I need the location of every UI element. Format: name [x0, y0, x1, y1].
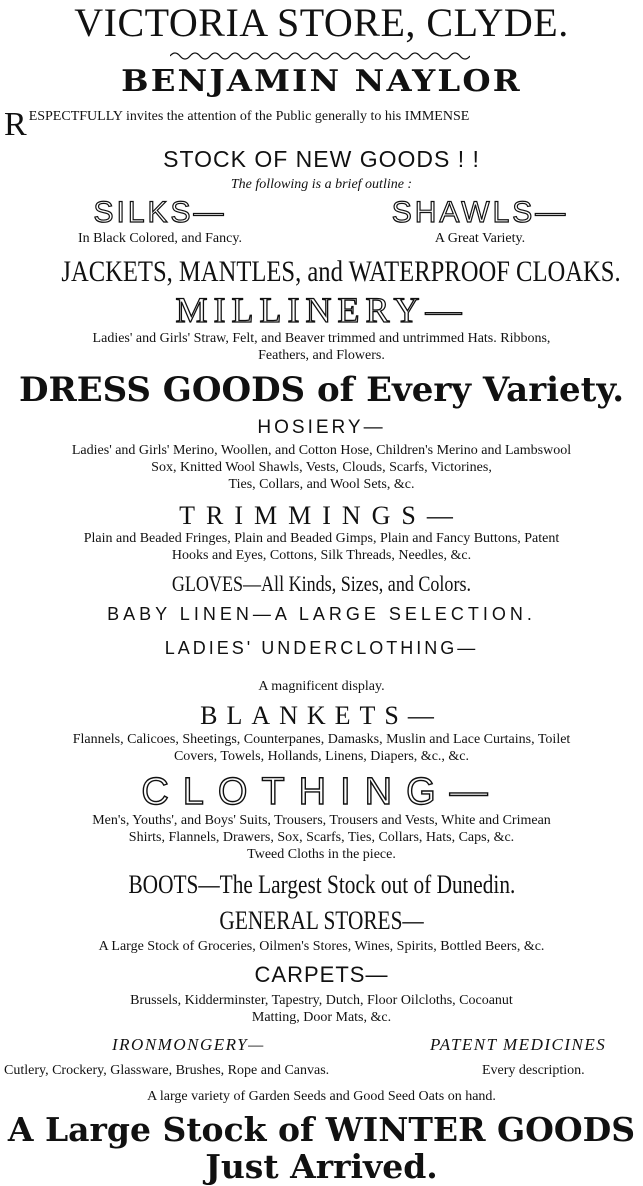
baby-linen-heading: BABY LINEN—A LARGE SELECTION. — [107, 604, 536, 624]
clothing-desc — [0, 812, 643, 863]
blankets-desc-line: Flannels, Calicoes, Sheetings, Counterpanes, Damasks, Muslin and Lace Curtains, Toilet — [72, 732, 571, 747]
seeds-note: A large variety of Garden Seeds and Good Seed Oats on hand. — [147, 1089, 496, 1104]
intro-paragraph — [4, 106, 640, 143]
shawls-heading: SHAWLS— — [391, 196, 569, 229]
wavy-rule — [170, 50, 470, 62]
trimmings-desc-line: Hooks and Eyes, Cottons, Silk Threads, Needles, &c. — [171, 548, 472, 563]
dress-goods-heading: DRESS GOODS of Every Variety. — [18, 370, 625, 410]
hosiery-desc-line: Ladies' and Girls' Merino, Woollen, and Cotton Hose, Children's Merino and Lambswool — [71, 443, 572, 458]
millinery-desc — [0, 330, 643, 364]
clothing-desc-line: Shirts, Flannels, Drawers, Sox, Scarfs, Ties, Collars, Hats, Caps, &c. — [128, 830, 515, 845]
general-stores-desc: A Large Stock of Groceries, Oilmen's Stores, Wines, Spirits, Bottled Beers, &c. — [98, 939, 545, 954]
hosiery-desc-line: Ties, Collars, and Wool Sets, &c. — [228, 477, 415, 492]
jackets-text: JACKETS, MANTLES, and WATERPROOF CLOAKS. — [61, 255, 621, 288]
jackets-heading — [0, 254, 643, 290]
underclothing-heading: LADIES' UNDERCLOTHING— — [164, 638, 479, 658]
millinery-desc-line: Ladies' and Girls' Straw, Felt, and Beaver trimmed and untrimmed Hats. Ribbons, — [92, 331, 551, 346]
hosiery-desc-line: Sox, Knitted Wool Shawls, Vests, Clouds, Scarfs, Victorines, — [151, 460, 492, 475]
blankets-heading: BLANKETS— — [200, 701, 443, 730]
stock-heading: STOCK OF NEW GOODS ! ! — [163, 146, 480, 172]
millinery-heading: MILLINERY— — [175, 290, 468, 330]
clothing-desc-line: Tweed Cloths in the piece. — [247, 847, 396, 862]
gloves-heading — [0, 570, 643, 598]
boots-heading — [0, 868, 643, 902]
masthead: VICTORIA STORE, CLYDE. — [74, 0, 569, 45]
carpets-desc-line: Matting, Door Mats, &c. — [251, 1010, 392, 1025]
winter-goods-line: A Large Stock of WINTER GOODS — [7, 1110, 636, 1149]
general-stores-heading — [0, 904, 643, 938]
silks-heading: SILKS— — [93, 196, 227, 229]
blankets-desc — [0, 731, 643, 765]
millinery-desc-line: Feathers, and Flowers. — [258, 348, 385, 363]
underclothing-desc: A magnificent display. — [258, 679, 385, 694]
patent-medicines-desc: Every description. — [482, 1063, 585, 1078]
ironmongery-heading: IRONMONGERY— — [112, 1035, 265, 1054]
boots-text: BOOTS—The Largest Stock out of Dunedin. — [128, 870, 515, 899]
shawls-desc: A Great Variety. — [434, 231, 526, 246]
just-arrived-line: Just Arrived. — [205, 1147, 438, 1186]
clothing-heading: CLOTHING— — [141, 771, 502, 813]
carpets-desc-line: Brussels, Kidderminster, Tapestry, Dutch, Floor Oilcloths, Cocoanut — [130, 993, 513, 1008]
gloves-text: GLOVES—All Kinds, Sizes, and Colors. — [171, 571, 472, 596]
clothing-desc-line: Men's, Youths', and Boys' Suits, Trousers, Trousers and Vests, White and Crimean — [92, 813, 551, 828]
silks-desc: In Black Colored, and Fancy. — [78, 231, 242, 246]
general-stores-text: GENERAL STORES— — [219, 906, 424, 935]
blankets-desc-line: Covers, Towels, Hollands, Linens, Diapers, &c., &c. — [173, 749, 470, 764]
carpets-desc — [0, 992, 643, 1026]
hosiery-desc — [0, 442, 643, 493]
carpets-heading: CARPETS— — [254, 962, 389, 987]
ironmongery-desc: Cutlery, Crockery, Glassware, Brushes, Rope and Canvas. — [4, 1063, 330, 1078]
trimmings-desc — [0, 530, 643, 564]
proprietor-name: BENJAMIN NAYLOR — [121, 64, 522, 99]
shawls-section — [320, 196, 640, 247]
drop-cap: R — [4, 106, 27, 143]
outline-note: The following is a brief outline : — [230, 177, 413, 192]
trimmings-desc-line: Plain and Beaded Fringes, Plain and Beaded Gimps, Plain and Fancy Buttons, Patent — [83, 531, 560, 546]
silks-section — [0, 196, 320, 247]
intro-text: ESPECTFULLY invites the attention of the Public generally to his IMMENSE — [28, 109, 470, 124]
trimmings-heading: TRIMMINGS— — [179, 501, 464, 530]
hosiery-heading: HOSIERY— — [257, 417, 386, 438]
patent-medicines-heading: PATENT MEDICINES — [430, 1035, 607, 1054]
